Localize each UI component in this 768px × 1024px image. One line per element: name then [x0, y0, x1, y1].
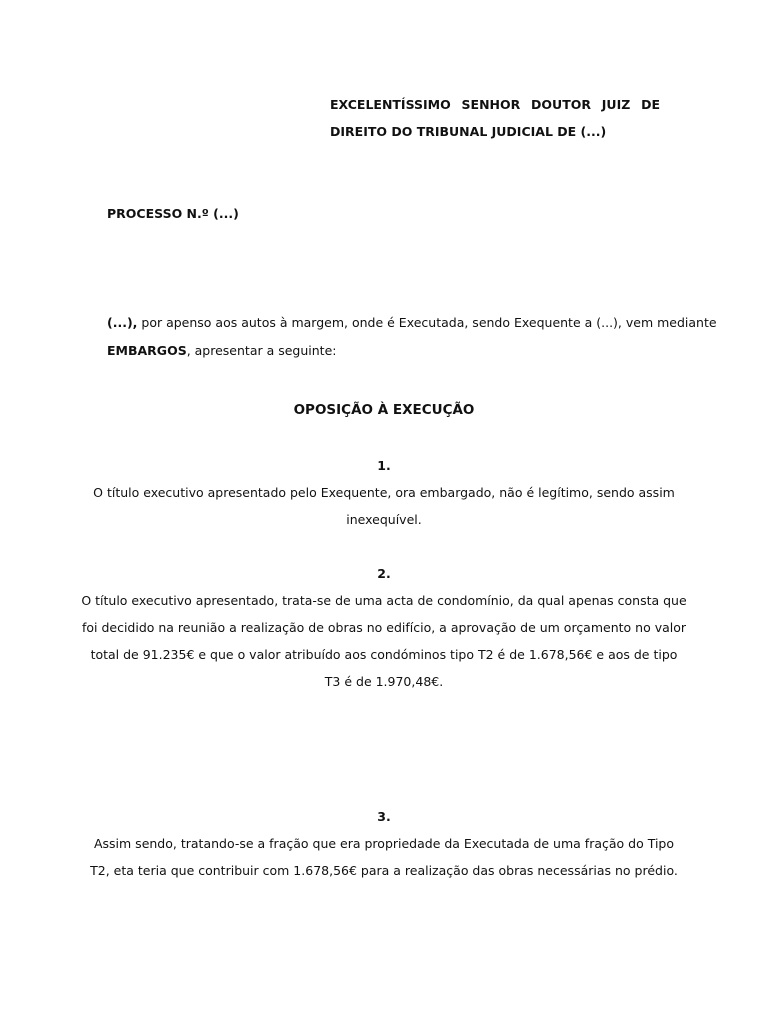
article-2-line-3: total de 91.235€ e que o valor atribuído aos condóminos tipo T2 é de 1.678,56€ e aos de tipo: [90, 647, 678, 662]
article-3-line-1: Assim sendo, tratando-se a fração que era propriedade da Executada de uma fração do Tipo: [93, 836, 675, 851]
article-2-number: 2.: [377, 566, 391, 581]
addressee-line-2: DIREITO DO TRIBUNAL JUDICIAL DE (...): [330, 124, 607, 139]
intro-line-2: [107, 343, 337, 359]
article-2-line-4: T3 é de 1.970,48€.: [324, 674, 444, 689]
article-1-line-1: O título executivo apresentado pelo Exequente, ora embargado, não é legítimo, sendo assim: [93, 485, 675, 500]
intro-line-1: [107, 315, 717, 331]
article-1-number: 1.: [377, 458, 391, 473]
addressee-line-1: EXCELENTÍSSIMO SENHOR DOUTOR JUIZ DE: [330, 97, 660, 112]
intro-party: (...),: [107, 315, 138, 330]
article-2-line-2: foi decidido na reunião a realização de obras no edifício, a aprovação de um orçamento no valor: [81, 620, 687, 635]
article-1-line-2: inexequível.: [346, 512, 422, 527]
article-3-line-2: T2, eta teria que contribuir com 1.678,56€ para a realização das obras necessárias no prédio.: [90, 863, 678, 878]
article-2-line-1: O título executivo apresentado, trata-se de uma acta de condomínio, da qual apenas consta que: [81, 593, 687, 608]
document-title: OPOSIÇÃO À EXECUÇÃO: [293, 402, 475, 418]
intro-embargos: EMBARGOS: [107, 343, 187, 358]
intro-line-1-text: por apenso aos autos à margem, onde é Executada, sendo Exequente a (...), vem mediante: [137, 315, 717, 330]
intro-line-2-text: , apresentar a seguinte:: [186, 343, 337, 358]
article-3-number: 3.: [377, 809, 391, 824]
process-number: PROCESSO N.º (...): [107, 206, 239, 221]
